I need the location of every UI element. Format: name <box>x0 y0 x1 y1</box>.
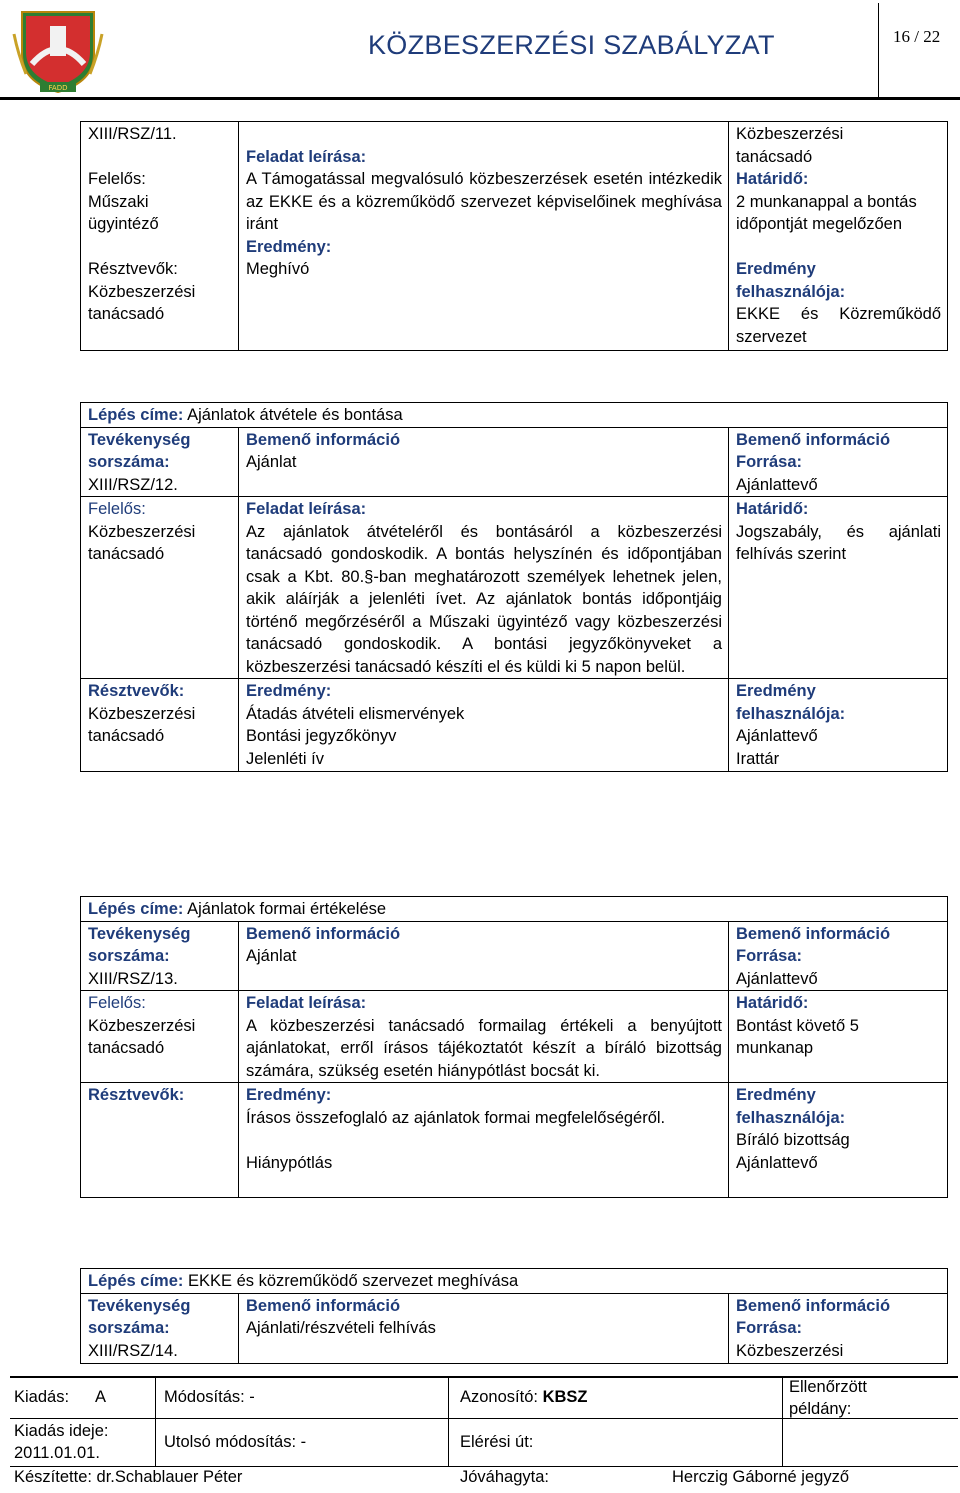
task-text: Az ajánlatok átvételéről és bontásáról a közbeszerzési tanácsadó gondoskodik. A bontás helyszínén és időpontjában csak a Kbt. 80.§-ban meghatározott személyek lehetnek jelen, akik aláírják a jelenléti ívet. Az ajánlatok bontás időpontjáig történő megőrzéséről a Műszaki ügyintéző vagy közbeszerzési tanácsadó gondoskodik. A bontási jegyzőkönyveket a közbeszerzési tanácsadó készíti el és küldi ki 5 napon belül. <box>246 522 722 676</box>
footer-vrule-1 <box>155 1378 156 1467</box>
deadline-text: 2 munkanappal a bontás időpontját megelőzően <box>736 192 917 233</box>
footer-vrule-2 <box>448 1378 449 1467</box>
task-label: Feladat leírása: <box>246 147 367 166</box>
page-number: 16 / 22 <box>893 27 941 46</box>
step-title-row: Lépés címe: Ajánlatok átvétele és bontása <box>81 403 948 428</box>
deadline-cell: Közbeszerzési tanácsadó Határidő: 2 munkanappal a bontás időpontját megelőzően Eredmény felhasználója: EKKE és Közreműködő szervezet <box>729 122 948 351</box>
footer-vrule-3 <box>782 1378 783 1467</box>
activity-number: XIII/RSZ/13. <box>88 969 178 988</box>
header-divider <box>878 3 879 98</box>
responsible-cell: XIII/RSZ/11. Felelős: Műszaki ügyintéző Résztvevők: Közbeszerzési tanácsadó <box>81 122 239 351</box>
task-text: A közbeszerzési tanácsadó formailag értékeli a benyújtott ajánlatokat, erről írásos tájékoztatót készít a bíráló bizottság számára, szükség esetén hiánypótlást bocsát ki. <box>246 1016 722 1080</box>
step-title-row: Lépés címe: EKKE és közreműködő szervezet meghívása <box>81 1269 948 1294</box>
activity-number: XIII/RSZ/12. <box>88 475 178 494</box>
step-title: Ajánlatok formai értékelése <box>187 900 387 918</box>
activity-table-rsz11 <box>80 121 948 351</box>
deadline-label: Határidő: <box>736 170 809 188</box>
svg-text:FADD: FADD <box>48 84 68 92</box>
task-cell: Feladat leírása: A Támogatással megvalósuló közbeszerzések esetén intézkedik az EKKE és a közreműködő szervezet képviselőinek meghívása iránt Eredmény: Meghívó <box>239 122 729 351</box>
step-title: Ajánlatok átvétele és bontása <box>187 406 403 424</box>
activity-table-rsz14: Lépés címe: EKKE és közreműködő szervezet meghívása Tevékenység sorszáma: XIII/RSZ/14. Bemenő információ Ajánlati/részvételi felhívás Bemenő információ Forrása: Közbeszerzési <box>80 1268 948 1364</box>
activity-table-rsz13: Lépés címe: Ajánlatok formai értékelése Tevékenység sorszáma: XIII/RSZ/13. Bemenő információ Ajánlat Bemenő információ Forrása: Ajánlattevő Felelős: Közbeszerzési tanácsadó Feladat leírása: A közbeszerzési tanácsadó formailag értékeli a benyújtott ajánlatokat, erről írásos tájékoztatót készít a bíráló bizottság számára, szükség esetén hiánypótlást bocsát ki. Határidő: Bontást követő 5 munkanap Résztvevők: Eredmény: Írásos összefoglaló az ajánlatok formai megfelelőségéről. Hiánypótlás Eredmény felhasználója: Bíráló bizottság Ajánlattevő <box>80 896 948 1198</box>
step-title: EKKE és közreműködő szervezet meghívása <box>187 1272 519 1290</box>
coat-of-arms-logo <box>12 4 104 94</box>
task-text: A Támogatással megvalósuló közbeszerzések esetén intézkedik az EKKE és a közreműködő szervezet képviselőinek meghívása iránt <box>246 170 722 233</box>
activity-table-rsz12: Lépés címe: Ajánlatok átvétele és bontása Tevékenység sorszáma: XIII/RSZ/12. Bemenő információ Ajánlat Bemenő információ Forrása: Ajánlattevő Felelős: Közbeszerzési tanácsadó Feladat leírása: Az ajánlatok átvételéről és bontásáról a közbeszerzési tanácsadó gondoskodik. A bontás helyszínén és időpontjában csak a Kbt. 80.§-ban meghatározott személyek lehetnek jelen, akik aláírják a jelenléti ívet. Az ajánlatok bontás időpontjáig történő megőrzéséről a Műszaki ügyintéző vagy közbeszerzési tanácsadó gondoskodik. A bontási jegyzőkönyveket a közbeszerzési tanácsadó készíti el és küldi ki 5 napon belül. Határidő: Jogszabály, és ajánlati felhívás szerint Résztvevők: Közbeszerzési tanácsadó Eredmény: Átadás átvételi elismervények Bontási jegyzőkönyv Jelenléti ív Eredmény felhasználója: Ajánlattevő Irattár <box>80 402 948 772</box>
document-title: KÖZBESZERZÉSI SZABÁLYZAT <box>368 30 775 60</box>
footer-low-rule <box>10 1466 958 1467</box>
result-label: Eredmény: <box>246 237 332 256</box>
activity-number: XIII/RSZ/14. <box>88 1341 178 1360</box>
header-rule <box>0 97 960 100</box>
step-title-row: Lépés címe: Ajánlatok formai értékelése <box>81 897 948 922</box>
